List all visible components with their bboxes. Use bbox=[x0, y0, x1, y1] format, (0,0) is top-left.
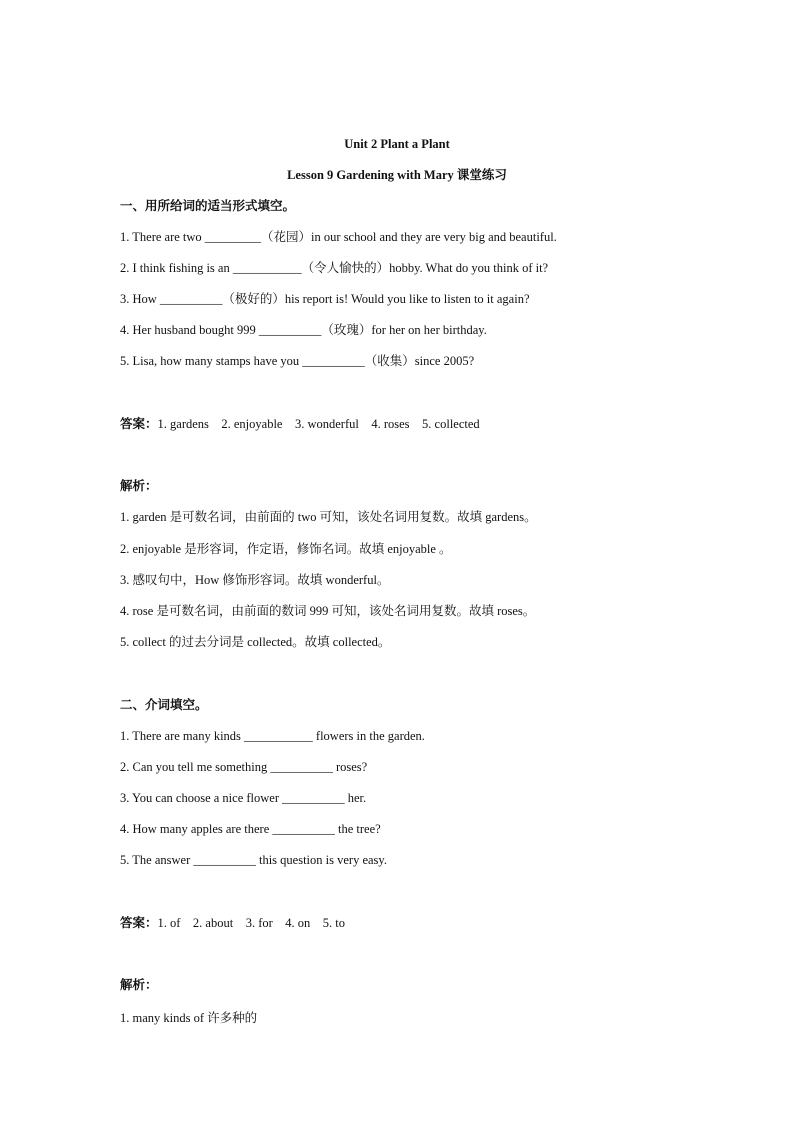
section2-answer-label: 答案： bbox=[120, 916, 158, 930]
section1-question-5: 5. Lisa, how many stamps have you __________（收集）since 2005? bbox=[120, 354, 475, 368]
section2-question-2: 2. Can you tell me something __________ roses? bbox=[120, 760, 368, 774]
section1-question-3: 3. How __________（极好的）his report is! Would you like to listen to it again? bbox=[120, 292, 530, 306]
section1-analysis-label: 解析： bbox=[120, 479, 158, 493]
section2-question-1: 1. There are many kinds ___________ flowers in the garden. bbox=[120, 729, 425, 743]
section1-analysis-2: 2. enjoyable 是形容词，作定语，修饰名词。故填 enjoyable 。 bbox=[120, 542, 452, 556]
section1-heading: 一、用所给词的适当形式填空。 bbox=[120, 199, 296, 213]
section1-question-2: 2. I think fishing is an ___________（令人愉快的）hobby. What do you think of it? bbox=[120, 261, 549, 275]
section2-answers bbox=[120, 915, 345, 931]
section1-analysis-5: 5. collect 的过去分词是 collected。故填 collected。 bbox=[120, 635, 391, 649]
section1-analysis-4: 4. rose 是可数名词，由前面的数词 999 可知，该处名词用复数。故填 roses。 bbox=[120, 604, 536, 618]
section1-question-4: 4. Her husband bought 999 __________（玫瑰）for her on her birthday. bbox=[120, 323, 487, 337]
section2-question-4: 4. How many apples are there __________ the tree? bbox=[120, 822, 381, 836]
document-subtitle: Lesson 9 Gardening with Mary 课堂练习 bbox=[287, 168, 507, 182]
section1-answers bbox=[120, 416, 480, 432]
document-title: Unit 2 Plant a Plant bbox=[344, 137, 450, 151]
section2-analysis-1: 1. many kinds of 许多种的 bbox=[120, 1011, 258, 1025]
section2-answer-text: 1. of 2. about 3. for 4. on 5. to bbox=[157, 916, 345, 930]
section1-question-1: 1. There are two _________（花园）in our school and they are very big and beautiful. bbox=[120, 230, 557, 244]
section1-analysis-3: 3. 感叹句中，How 修饰形容词。故填 wonderful。 bbox=[120, 573, 390, 587]
section1-answer-text: 1. gardens 2. enjoyable 3. wonderful 4. roses 5. collected bbox=[157, 417, 480, 431]
section1-answer-label: 答案： bbox=[120, 417, 158, 431]
section1-analysis-1: 1. garden 是可数名词，由前面的 two 可知，该处名词用复数。故填 gardens。 bbox=[120, 510, 537, 524]
section2-analysis-label: 解析： bbox=[120, 978, 158, 992]
section2-question-5: 5. The answer __________ this question is very easy. bbox=[120, 853, 387, 867]
section2-question-3: 3. You can choose a nice flower __________ her. bbox=[120, 791, 367, 805]
section2-heading: 二、介词填空。 bbox=[120, 698, 208, 712]
